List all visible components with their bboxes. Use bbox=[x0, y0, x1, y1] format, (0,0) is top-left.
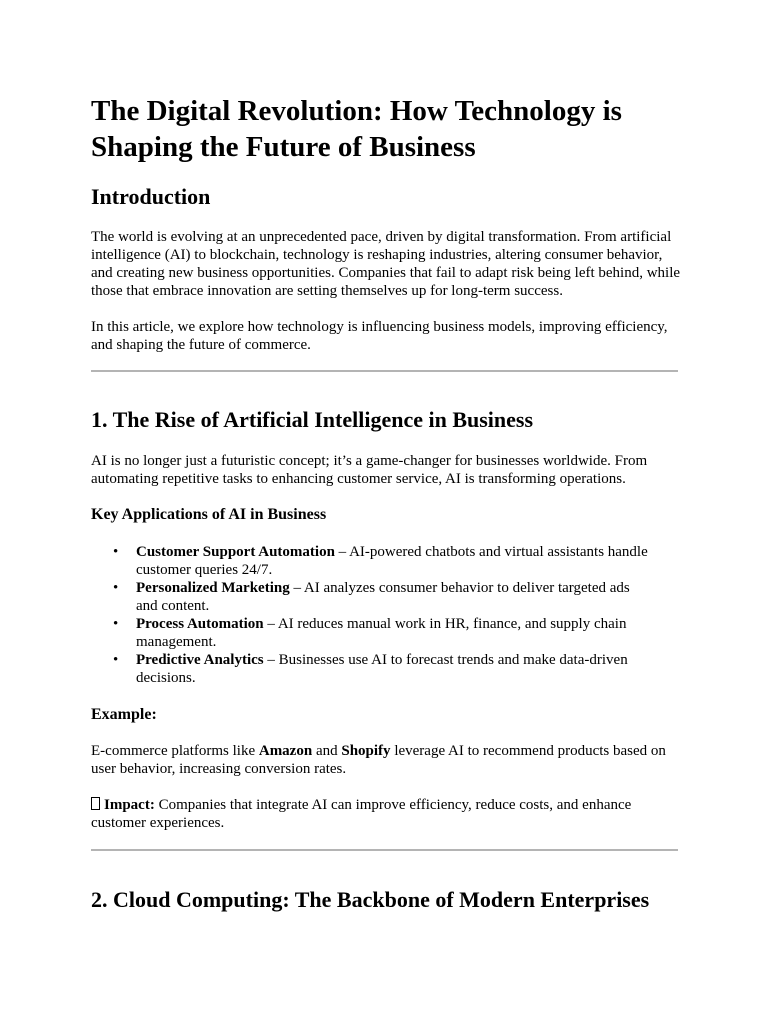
example-text-post: leverage AI to recommend products based on user behavior, increasing conversion rates. bbox=[91, 743, 666, 777]
intro-paragraph-2: In this article, we explore how technology is influencing business models, improving efficiency, and shaping the future of commerce. bbox=[91, 319, 668, 353]
section1-paragraph: AI is no longer just a futuristic concept; it’s a game-changer for businesses worldwide. From automating repetitive tasks to enhancing customer service, AI is transforming operations. bbox=[91, 453, 648, 487]
section-divider bbox=[91, 849, 678, 851]
bullet-icon: • bbox=[113, 580, 119, 596]
list-item-text: – AI reduces manual work in HR, finance, and supply chain management. bbox=[136, 616, 627, 650]
list-item-term: Process Automation bbox=[136, 616, 264, 632]
ai-applications-list bbox=[91, 543, 651, 687]
section-divider bbox=[91, 370, 678, 372]
list-item-term: Customer Support Automation bbox=[136, 544, 335, 560]
page-title: The Digital Revolution: How Technology is Shaping the Future of Business bbox=[91, 95, 622, 163]
list-item bbox=[91, 579, 651, 615]
bullet-icon: • bbox=[113, 544, 119, 560]
impact-text: Companies that integrate AI can improve efficiency, reduce costs, and enhance customer experiences. bbox=[91, 797, 632, 831]
bullet-icon: • bbox=[113, 616, 119, 632]
list-item-term: Personalized Marketing bbox=[136, 580, 290, 596]
impact-paragraph bbox=[91, 796, 681, 832]
example-paragraph bbox=[91, 742, 681, 778]
bullet-icon: • bbox=[113, 652, 119, 668]
list-item bbox=[91, 543, 651, 579]
example-text-pre: E-commerce platforms like bbox=[91, 743, 259, 759]
list-item bbox=[91, 615, 651, 651]
example-brand-shopify: Shopify bbox=[341, 743, 391, 759]
list-item-text: – AI analyzes consumer behavior to deliver targeted ads and content. bbox=[136, 580, 630, 614]
section2-heading: 2. Cloud Computing: The Backbone of Modern Enterprises bbox=[91, 887, 650, 912]
example-brand-amazon: Amazon bbox=[258, 743, 313, 759]
example-heading: Example: bbox=[91, 706, 157, 723]
intro-heading: Introduction bbox=[91, 184, 211, 209]
section1-heading: 1. The Rise of Artificial Intelligence in Business bbox=[91, 407, 534, 432]
list-item bbox=[91, 651, 651, 687]
ai-applications-heading: Key Applications of AI in Business bbox=[91, 506, 327, 523]
list-item-term: Predictive Analytics bbox=[136, 652, 264, 668]
list-item-text: – AI-powered chatbots and virtual assistants handle customer queries 24/7. bbox=[136, 544, 648, 578]
missing-glyph-icon bbox=[91, 797, 100, 810]
intro-paragraph-1: The world is evolving at an unprecedented pace, driven by digital transformation. From artificial intelligence (AI) to blockchain, technology is reshaping industries, altering consumer behavior, and creating new business opportunities. Companies that fail to adapt risk being left behind, while those that embrace innovation are setting themselves up for long-term success. bbox=[91, 229, 681, 299]
impact-label: Impact: bbox=[104, 797, 155, 813]
list-item-text: – Businesses use AI to forecast trends and make data-driven decisions. bbox=[136, 652, 628, 686]
example-text-mid: and bbox=[312, 743, 342, 759]
